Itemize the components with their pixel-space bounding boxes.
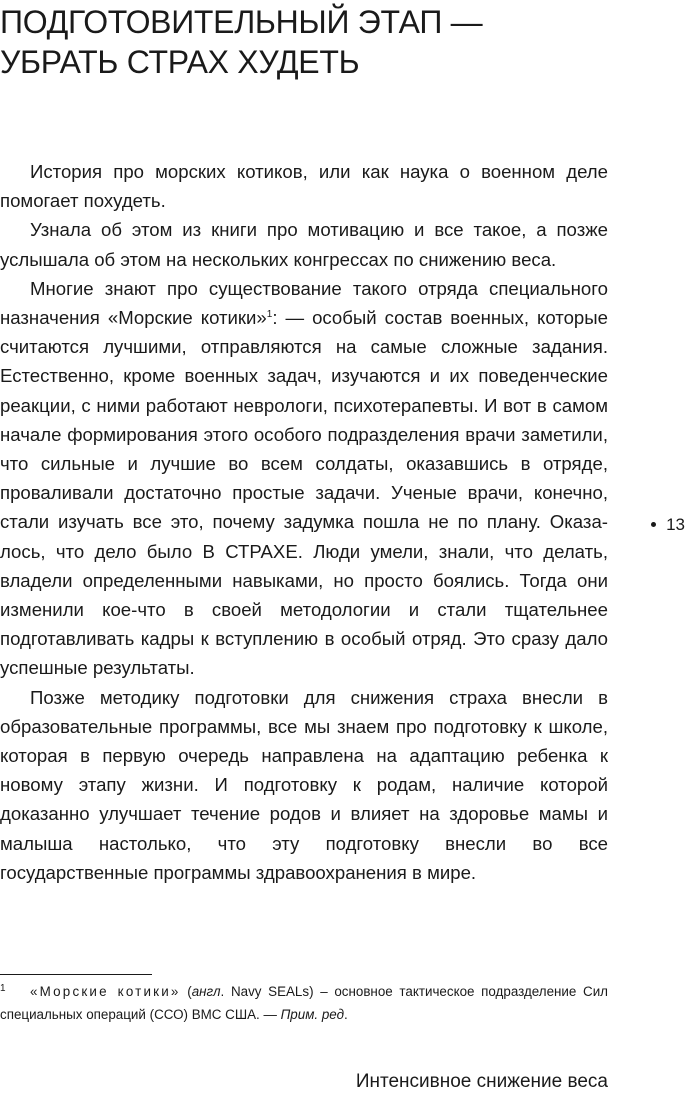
paragraph-3-text-before: Многие знают про существование такого отряда специального назначения «Морские котики» [0,277,608,329]
chapter-title-line-1: ПОДГОТОВИТЕЛЬНЫЙ ЭТАП — [0,4,483,40]
paragraph-3-text-after: : — особый состав военных, которые считаются лучшими, отправляются на самые сложные задания. Естественно, кроме военных задач, изучаются и их поведенческие реакции, с ними работают неврологи, психотерапевты. И вот в самом начале формирования этого особого подразделения врачи заметили, что сильные и лучшие во всем солдаты, оказавшись в отряде, проваливaли достаточно простые задачи. Ученые врачи, конечно, стали изучать все это, почему задумка пошла не по плану. Оказалось, что дело было В СТРАХЕ. Люди умели, знали, что делать, владели определенными навыками, но просто боялись. Тогда они изменили кое-что в своей методологии и стали тщательнее подготавливать кадры к вступлению в особый отряд. Это сразу дало успешные результаты. [0,307,608,679]
footnote-editor-note: Прим. ред [280,1007,344,1022]
page-number-marker [651,515,685,535]
chapter-title [0,2,620,82]
body-text [0,157,608,887]
paragraph-3 [0,274,608,683]
running-footer: Интенсивное снижение веса [355,1071,608,1092]
paragraph-2: Узнала об этом из книги про мотивацию и все такое, а позже услышала об этом на нескольких конгрессах по снижению веса. [0,219,608,270]
footnote-text: . Navy SEALs) – основное тактическое подразделение Сил специальных операций (ССО) ВМС США. — [0,984,608,1022]
chapter-title-line-2: УБРАТЬ СТРАХ ХУДЕТЬ [0,44,360,80]
footnote-reference[interactable]: 1 [266,308,273,320]
paragraph-1: История про морских котиков, или как наука о военном деле помогает похудеть. [0,161,608,212]
footnote-term: «Морские котики» [30,984,181,999]
footnote-open-paren: ( [180,984,192,999]
bullet-icon [651,522,656,527]
footnote [0,980,608,1026]
paragraph-4: Позже методику подготовки для снижения страха внесли в образовательные программы, все мы знаем про подготовку к школе, которая в первую очередь направлена на адаптацию ребенка к новому этапу жизни. И подготовку к родам, наличие которой доказанно улучшает течение родов и влияет на здоровье мамы и малыша настолько, что эту подготовку внесли во все государственные программы здравоохранения в мире. [0,686,608,883]
footnote-language: англ [191,984,221,999]
footnote-divider [0,974,152,975]
page-number: 13 [666,515,685,534]
footnote-end: . [343,1007,348,1022]
footnote-number: 1 [0,983,6,994]
